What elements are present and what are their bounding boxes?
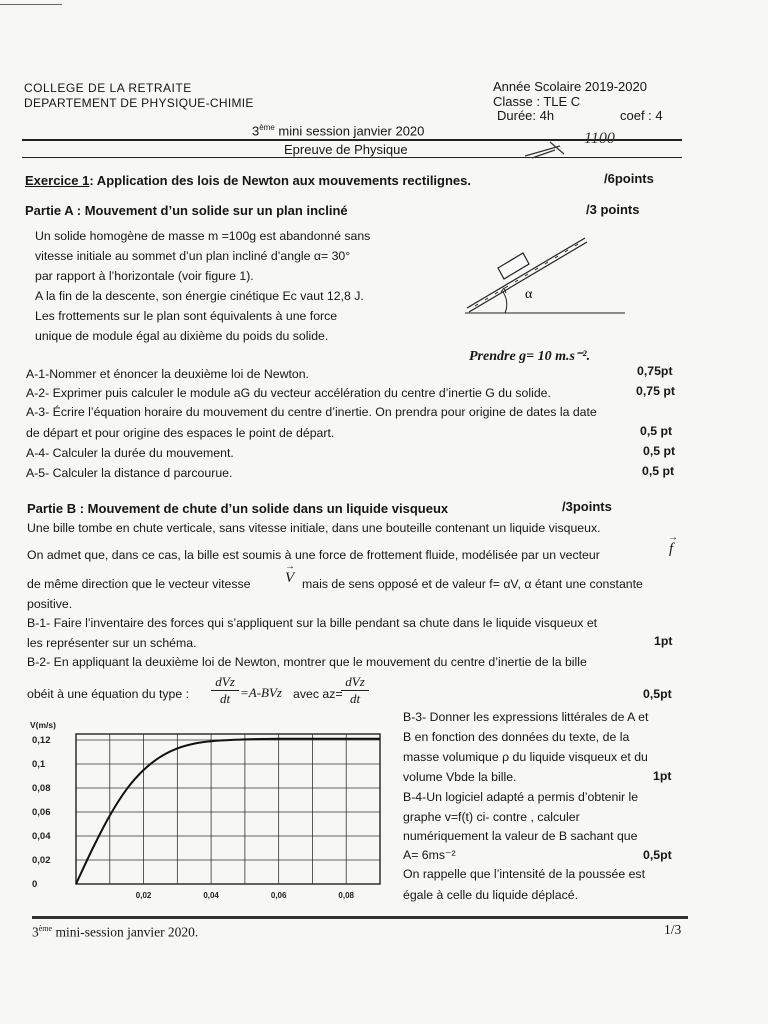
page-number: 1/3: [664, 922, 682, 937]
footer-session-text: mini-session janvier 2020.: [52, 924, 199, 940]
question-a5: A-5- Calculer la distance d parcourue.: [26, 466, 233, 480]
y-tick-label: 0,04: [32, 831, 51, 842]
angle-arc: [503, 292, 507, 313]
eq-fraction-2: [341, 674, 369, 707]
question-b4-points: 0,5pt: [643, 848, 672, 862]
question-a4-points: 0,5 pt: [643, 444, 676, 458]
school-name: COLLEGE DE LA RETRAITE: [24, 81, 192, 95]
question-b4-line-3: numériquement la valeur de B sachant que: [403, 829, 638, 843]
question-b1-cont: les représenter sur un schéma.: [27, 636, 197, 650]
part-a-line-4: A la fin de la descente, son énergie cinétique Ec vaut 12,8 J.: [35, 289, 364, 303]
note-line-2: égale à celle du liquide déplacé.: [403, 888, 579, 902]
eq-avec: avec az=: [293, 687, 343, 701]
part-a-line-1: Un solide homogène de masse m =100g est abandonné sans: [35, 229, 371, 243]
school-year: Année Scolaire 2019-2020: [493, 79, 647, 94]
question-a5-points: 0,5 pt: [642, 464, 675, 478]
eq-fraction-1: [211, 674, 239, 707]
exercise-1-subject: : Application des lois de Newton aux mouvements rectilignes.: [89, 173, 471, 188]
part-b-line-4: mais de sens opposé et de valeur f= αV, α étant une constante: [302, 577, 643, 591]
question-b4-line-1: B-4-Un logiciel adapté a permis d’obtenir le: [403, 790, 639, 804]
question-b2: B-2- En appliquant la deuxième loi de Newton, montrer que le mouvement du centre d’inertie de la bille: [27, 655, 587, 669]
note-line-1: On rappelle que l’intensité de la poussée est: [403, 867, 645, 881]
part-b-line-1: Une bille tombe en chute verticale, sans vitesse initiale, dans une bouteille contenant un liquide visqueux.: [27, 521, 601, 535]
duration-label: Durée: 4h: [497, 108, 555, 123]
question-a3-points: 0,5 pt: [640, 424, 673, 438]
question-a2-points: 0,75 pt: [636, 384, 675, 398]
footer-rule: [32, 916, 688, 919]
vector-v: V →: [285, 561, 295, 586]
solid-block: [498, 253, 529, 279]
part-a-line-3: par rapport à l’horizontale (voir figure 1).: [35, 269, 254, 283]
part-a-line-6: unique de module égal au dixième du poids du solide.: [35, 329, 329, 343]
session-title: [252, 123, 424, 138]
part-b-line-2: On admet que, dans ce cas, la bille est soumis à une force de frottement fluide, modélisée par un vecteur: [27, 548, 600, 562]
question-b2-points: 0,5pt: [643, 687, 672, 701]
eq-den-2: dt: [349, 691, 361, 706]
eq-num-2: dVz: [341, 674, 369, 691]
part-a-line-5: Les frottements sur le plan sont équivalents à une force: [35, 309, 338, 323]
part-a-line-2: vitesse initiale au sommet d’un plan incliné d’angle α= 30°: [35, 249, 351, 263]
question-a1: A-1-Nommer et énoncer la deuxième loi de Newton.: [26, 367, 309, 381]
part-b-points: /3points: [562, 499, 612, 514]
question-a4: A-4- Calculer la durée du mouvement.: [26, 446, 234, 460]
question-b4-line-2: graphe v=f(t) ci- contre , calculer: [403, 810, 580, 824]
gravity-value: Prendre g= 10 m.s⁻².: [469, 349, 591, 364]
question-b4-line-4: A= 6ms⁻²: [403, 848, 456, 862]
eq-num-1: dVz: [211, 674, 239, 691]
y-tick-label: 0,12: [32, 735, 51, 746]
question-b2-cont: obéit à une équation du type :: [27, 687, 190, 701]
angle-alpha-label: α: [525, 287, 533, 302]
question-b1: B-1- Faire l’inventaire des forces qui s’appliquent sur la bille pendant sa chute dans le liquide visqueux et: [27, 616, 598, 630]
session-superscript: ème: [259, 123, 275, 132]
class-label: Classe : TLE C: [493, 94, 581, 109]
exercise-1-title: [25, 173, 471, 188]
exercise-1-points: /6points: [604, 171, 654, 186]
x-tick-label: 0,04: [203, 891, 219, 900]
question-b3-line-4: volume Vbde la bille.: [403, 770, 517, 784]
vector-f: f →: [668, 532, 678, 557]
footer-session-superscript: ème: [38, 924, 53, 933]
coef-label: coef : 4: [620, 108, 663, 123]
velocity-chart: [18, 716, 400, 908]
question-b3-line-3: masse volumique ρ du liquide visqueux et du: [403, 750, 648, 764]
y-tick-label: 0,1: [32, 759, 46, 770]
question-a3: A-3- Écrire l’équation horaire du mouvement du centre d’inertie. On prendra pour origine de dates la date: [26, 405, 597, 419]
part-b-title: Partie B : Mouvement de chute d’un solide dans un liquide visqueux: [27, 501, 449, 516]
y-tick-label: 0,06: [32, 807, 51, 818]
epreuve-title: Epreuve de Physique: [284, 142, 408, 157]
y-axis-label: V(m/s): [30, 720, 56, 730]
x-tick-label: 0,08: [338, 891, 355, 900]
question-b1-points: 1pt: [654, 634, 673, 648]
question-b3-points: 1pt: [653, 769, 672, 783]
y-tick-label: 0,08: [32, 783, 51, 794]
vector-f-symbol: f: [669, 541, 674, 557]
footer-session-number: 3: [32, 924, 39, 940]
question-b3-line-2: B en fonction des données du texte, de la: [403, 730, 630, 744]
plot-frame: [76, 734, 380, 884]
question-a2: A-2- Exprimer puis calculer le module aG du vecteur accélération du centre d’inertie G du solide.: [26, 386, 551, 400]
x-tick-label: 0,02: [135, 891, 152, 900]
part-a-points: /3 points: [586, 202, 640, 217]
question-a1-points: 0,75pt: [637, 364, 673, 378]
question-b3-line-1: B-3- Donner les expressions littérales de A et: [403, 710, 649, 724]
part-a-title: Partie A : Mouvement d’un solide sur un plan incliné: [25, 203, 348, 218]
x-tick-label: 0,06: [270, 891, 287, 900]
department-name: DEPARTEMENT DE PHYSIQUE-CHIMIE: [24, 96, 254, 110]
eq-den-1: dt: [219, 691, 231, 706]
exercise-1-label: Exercice 1: [25, 173, 90, 188]
footer-session: [32, 924, 198, 941]
handwritten-number: 1100: [584, 130, 615, 147]
vector-v-symbol: V: [285, 570, 295, 586]
part-b-line-3: de même direction que le vecteur vitesse: [27, 577, 251, 591]
top-edge-mark: [0, 4, 62, 5]
inclined-plane-figure: [455, 228, 635, 328]
y-tick-label: 0: [32, 879, 38, 890]
y-tick-label: 0,02: [32, 855, 51, 866]
session-number: 3: [252, 123, 260, 139]
session-text: mini session janvier 2020: [278, 123, 425, 139]
velocity-curve: [76, 739, 380, 884]
question-a3-cont: de départ et pour origine des espaces le point de départ.: [26, 426, 335, 440]
part-b-line-5: positive.: [27, 597, 73, 611]
eq-rhs: =A-BVz: [240, 685, 282, 700]
